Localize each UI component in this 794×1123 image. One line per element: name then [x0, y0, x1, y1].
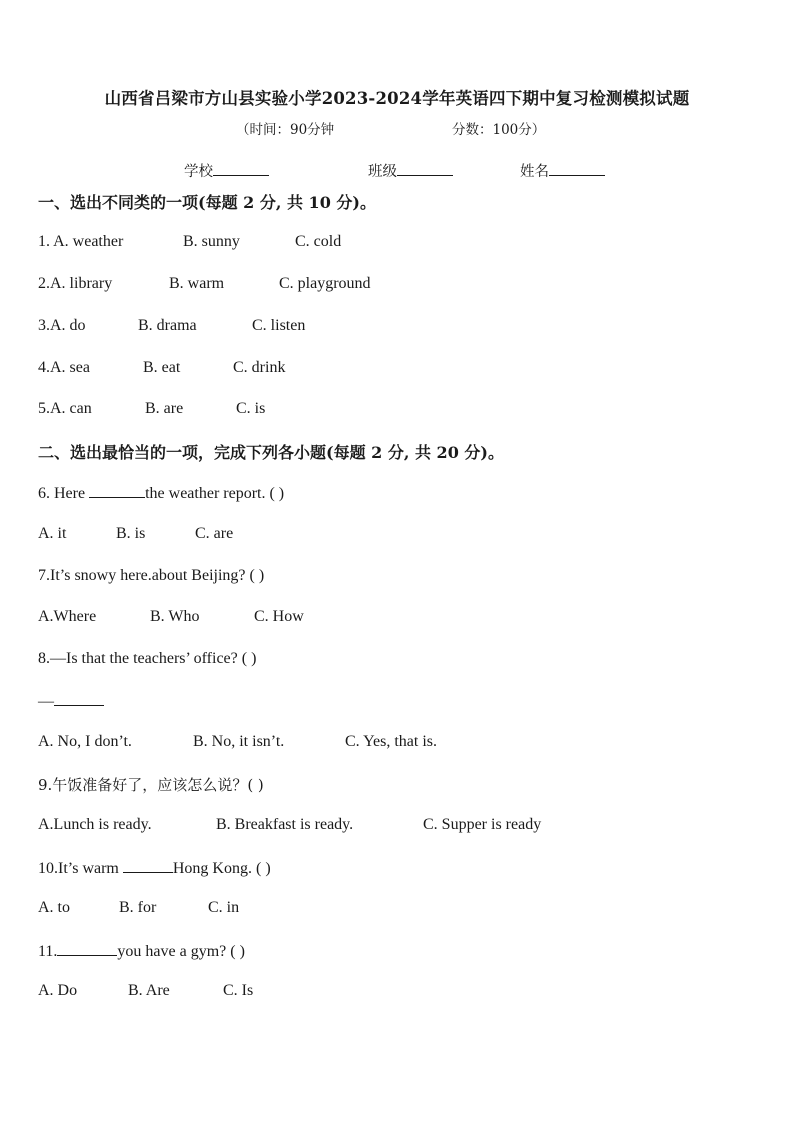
q10-text-pre: 10.It’s warm	[38, 860, 123, 877]
q6-blank[interactable]	[89, 483, 145, 498]
q8-blank[interactable]	[54, 691, 104, 706]
class-blank[interactable]	[397, 161, 453, 176]
q6-option-b: B. is	[116, 525, 146, 542]
q11-text-pre: 11.	[38, 943, 58, 960]
q7-option-c: C. How	[254, 608, 304, 625]
q10-question	[38, 858, 271, 878]
q8-option-b: B. No, it isn’t.	[193, 733, 285, 750]
q8-option-c: C. Yes, that is.	[345, 733, 438, 750]
q1-option-b: B. sunny	[183, 233, 240, 250]
q8-question: 8.—Is that the teachers’ office? ( )	[38, 650, 257, 667]
q5-option-c: C. is	[236, 400, 266, 417]
q4-option-b: B. eat	[143, 359, 181, 376]
q9-option-b: B. Breakfast is ready.	[216, 816, 354, 833]
q8-dash: —	[38, 693, 54, 710]
q6-option-c: C. are	[195, 525, 234, 542]
q11-text-post: you have a gym? ( )	[117, 943, 245, 960]
q3-option-b: B. drama	[138, 317, 197, 334]
q10-option-a: A. to	[38, 899, 70, 916]
q9-option-a: A.Lunch is ready.	[38, 816, 152, 833]
exam-time: （时间：90分钟	[236, 122, 335, 138]
section-2-heading: 二、选出最恰当的一项，完成下列各小题(每题 2 分, 共 20 分)。	[38, 443, 504, 462]
q10-text-post: Hong Kong. ( )	[172, 860, 271, 877]
q9-question	[38, 774, 264, 795]
q1-option-c: C. cold	[295, 233, 342, 250]
q4-option-a: 4.A. sea	[38, 359, 90, 376]
q9-option-c: C. Supper is ready	[423, 816, 542, 833]
q6-text-post: the weather report. ( )	[145, 485, 285, 502]
name-blank[interactable]	[549, 161, 605, 176]
q10-blank[interactable]	[123, 858, 173, 873]
q10-option-c: C. in	[208, 899, 240, 916]
q10-option-b: B. for	[119, 899, 157, 916]
class-field	[368, 160, 453, 181]
exam-score: 分数：100分）	[452, 122, 546, 138]
q2-option-a: 2.A. library	[38, 275, 113, 292]
q6-text-pre: 6. Here	[38, 485, 90, 502]
q9-text: 9.午饭准备好了，应该怎么说？( )	[38, 776, 264, 794]
q7-option-b: B. Who	[150, 608, 200, 625]
q5-option-b: B. are	[145, 400, 184, 417]
q11-blank[interactable]	[57, 941, 117, 956]
q7-question: 7.It’s snowy here.about Beijing? ( )	[38, 567, 265, 584]
q11-option-a: A. Do	[38, 982, 78, 999]
q2-option-c: C. playground	[279, 275, 371, 292]
name-label: 姓名	[520, 164, 549, 180]
section-1-heading: 一、选出不同类的一项(每题 2 分, 共 10 分)。	[38, 193, 376, 212]
q6-option-a: A. it	[38, 525, 67, 542]
q4-option-c: C. drink	[233, 359, 286, 376]
q6-question	[38, 483, 284, 503]
q3-option-a: 3.A. do	[38, 317, 86, 334]
q7-option-a: A.Where	[38, 608, 97, 625]
school-label: 学校	[184, 164, 213, 180]
school-blank[interactable]	[213, 161, 269, 176]
q8-option-a: A. No, I don’t.	[38, 733, 132, 750]
class-label: 班级	[368, 164, 397, 180]
q11-option-c: C. Is	[223, 982, 254, 999]
q3-option-c: C. listen	[252, 317, 306, 334]
q2-option-b: B. warm	[169, 275, 225, 292]
page-title: 山西省吕梁市方山县实验小学2023-2024学年英语四下期中复习检测模拟试题	[104, 89, 690, 108]
name-field	[520, 160, 605, 181]
q5-option-a: 5.A. can	[38, 400, 92, 417]
q8-reply	[38, 691, 104, 711]
q1-option-a: 1. A. weather	[38, 233, 124, 250]
q11-option-b: B. Are	[128, 982, 170, 999]
school-field	[184, 160, 269, 181]
q11-question	[38, 941, 245, 961]
